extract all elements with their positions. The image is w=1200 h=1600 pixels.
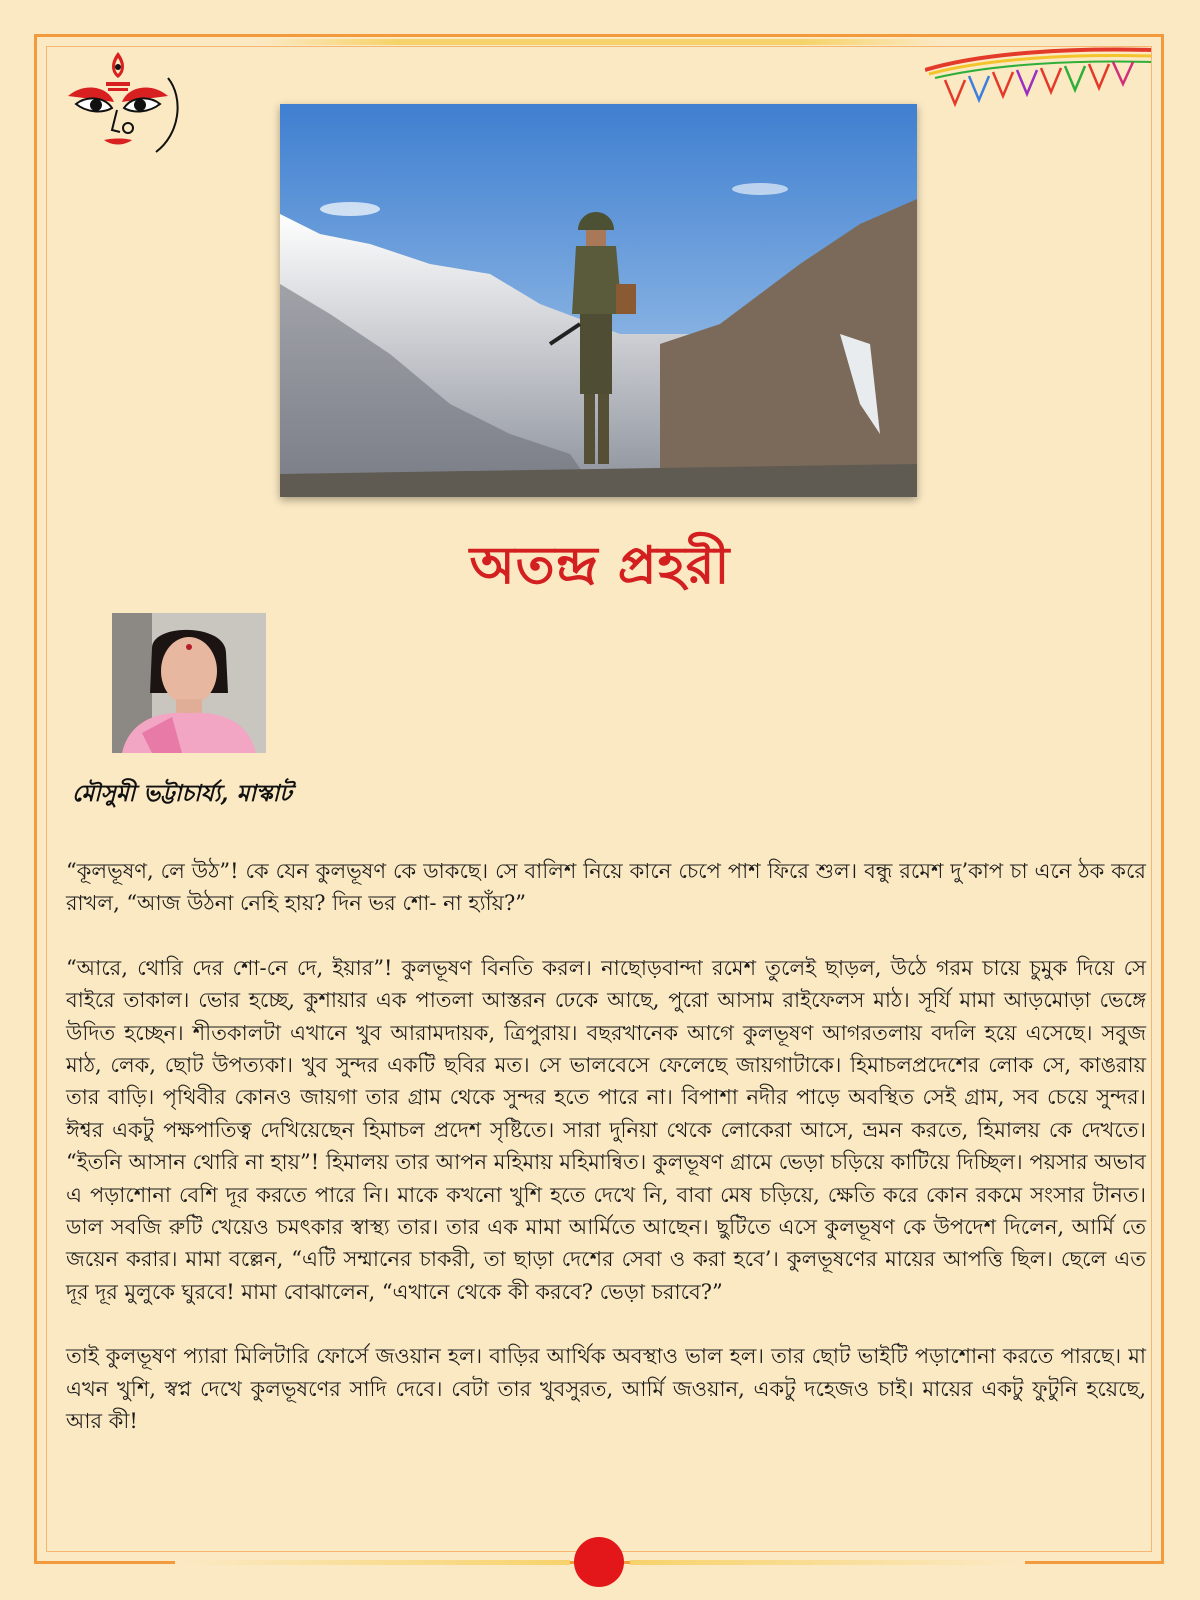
bottom-divider-left [175, 1560, 570, 1565]
festive-bunting-icon [925, 44, 1155, 116]
story-title: অতন্দ্র প্রহরী [469, 535, 731, 596]
story-paragraph: “কূলভূষণ, লে উঠ”! কে যেন কুলভূষণ কে ডাকছে। সে বালিশ নিয়ে কানে চেপে পাশ ফিরে শুল। বন্ধু রমেশ দু’কাপ চা এনে ঠক করে রাখল, “আজ উঠনা নেহি হায়? দিন ভর শো- না হ্যাঁয়?” [66, 859, 1146, 916]
author-name: মৌসুমী ভট্টাচার্য্য, মাস্কাট [72, 780, 292, 807]
author-portrait [112, 613, 266, 753]
story-body [66, 855, 1146, 1470]
story-paragraph: “আরে, থোরি দের শো-নে দে, ইয়ার”! কুলভূষণ বিনতি করল। নাছোড়বান্দা রমেশ তুলেই ছাড়ল, উঠে গরম চায়ে চুমুক দিয়ে সে বাইরে তাকাল। ভোর হচ্ছে, কুশায়ার এক পাতলা আস্তরন ঢেকে আছে, পুরো আসাম রাইফেলস মাঠ। সূর্যি মামা আড়মোড়া ভেঙ্গে উদিত হচ্ছেন। শীতকালটা এখানে খুব আরামদায়ক, ত্রিপুরায়। বছরখানেক আগে কুলভূষণ আগরতলায় বদলি হয়ে এসেছে। সবুজ মাঠ, লেক, ছোট উপত্যকা। খুব সুন্দর একটি ছবির মত। সে ভালবেসে ফেলেছে জায়গাটাকে। হিমাচলপ্রদেশের লোক সে, কাঙরায় তার বাড়ি। পৃথিবীর কোনও জায়গা তার গ্রাম থেকে সুন্দর হতে পারে না। বিপাশা নদীর পাড়ে অবস্থিত সেই গ্রাম, সব চেয়ে সুন্দর। ঈশ্বর একটু পক্ষপাতিত্ব দেখিয়েছেন হিমাচল প্রদেশ সৃষ্টিতে। সারা দুনিয়া থেকে লোকেরা আসে, ভ্রমন করতে, হিমালয় কে দেখতে। “ইতনি আসান থোরি না হায়”! হিমালয় তার আপন মহিমায় মহিমান্বিত। কুলভূষণ গ্রামে ভেড়া চড়িয়ে কাটিয়ে দিচ্ছিল। পয়সার অভাব এ পড়াশোনা বেশি দূর করতে পারে নি। মাকে কখনো খুশি হতে দেখে নি, বাবা মেষ চড়িয়ে, ক্ষেতি করে কোন রকমে সংসার টানত। ডাল সবজি রুটি খেয়েও চমৎকার স্বাস্থ্য তার। তার এক মামা আর্মিতে আছেন। ছুটিতে এসে কুলভূষণ কে উপদেশ দিলেন, আর্মি তে জয়েন করার। মামা বল্লেন, “এটি সম্মানের চাকরী, তা ছাড়া দেশের সেবা ও করা হবে’। কুলভূষণের মায়ের আপত্তি ছিল। ছেলে এত দূর দূর মুলুকে ঘুরবে! মামা বোঝালেন, “এখানে থেকে কী করবে? ভেড়া চরাবে?” [66, 955, 1146, 1304]
hero-photo-soldier [280, 104, 917, 497]
top-divider [260, 39, 940, 45]
durga-face-icon [60, 48, 185, 158]
bottom-divider-right [630, 1560, 1025, 1565]
red-dot-icon [574, 1537, 624, 1587]
story-paragraph: তাই কুলভূষণ প্যারা মিলিটারি ফোর্সে জওয়ান হল। বাড়ির আর্থিক অবস্থাও ভাল হল। তার ছোট ভাইটি পড়াশোনা করতে পারছে। মা এখন খুশি, স্বপ্ন দেখে কুলভূষণের সাদি দেবে। বেটা তার খুবসুরত, আর্মি জওয়ান, একটু দহেজও চাই। মায়ের একটু ফুটুনি হয়েছে, আর কী! [66, 1344, 1146, 1434]
